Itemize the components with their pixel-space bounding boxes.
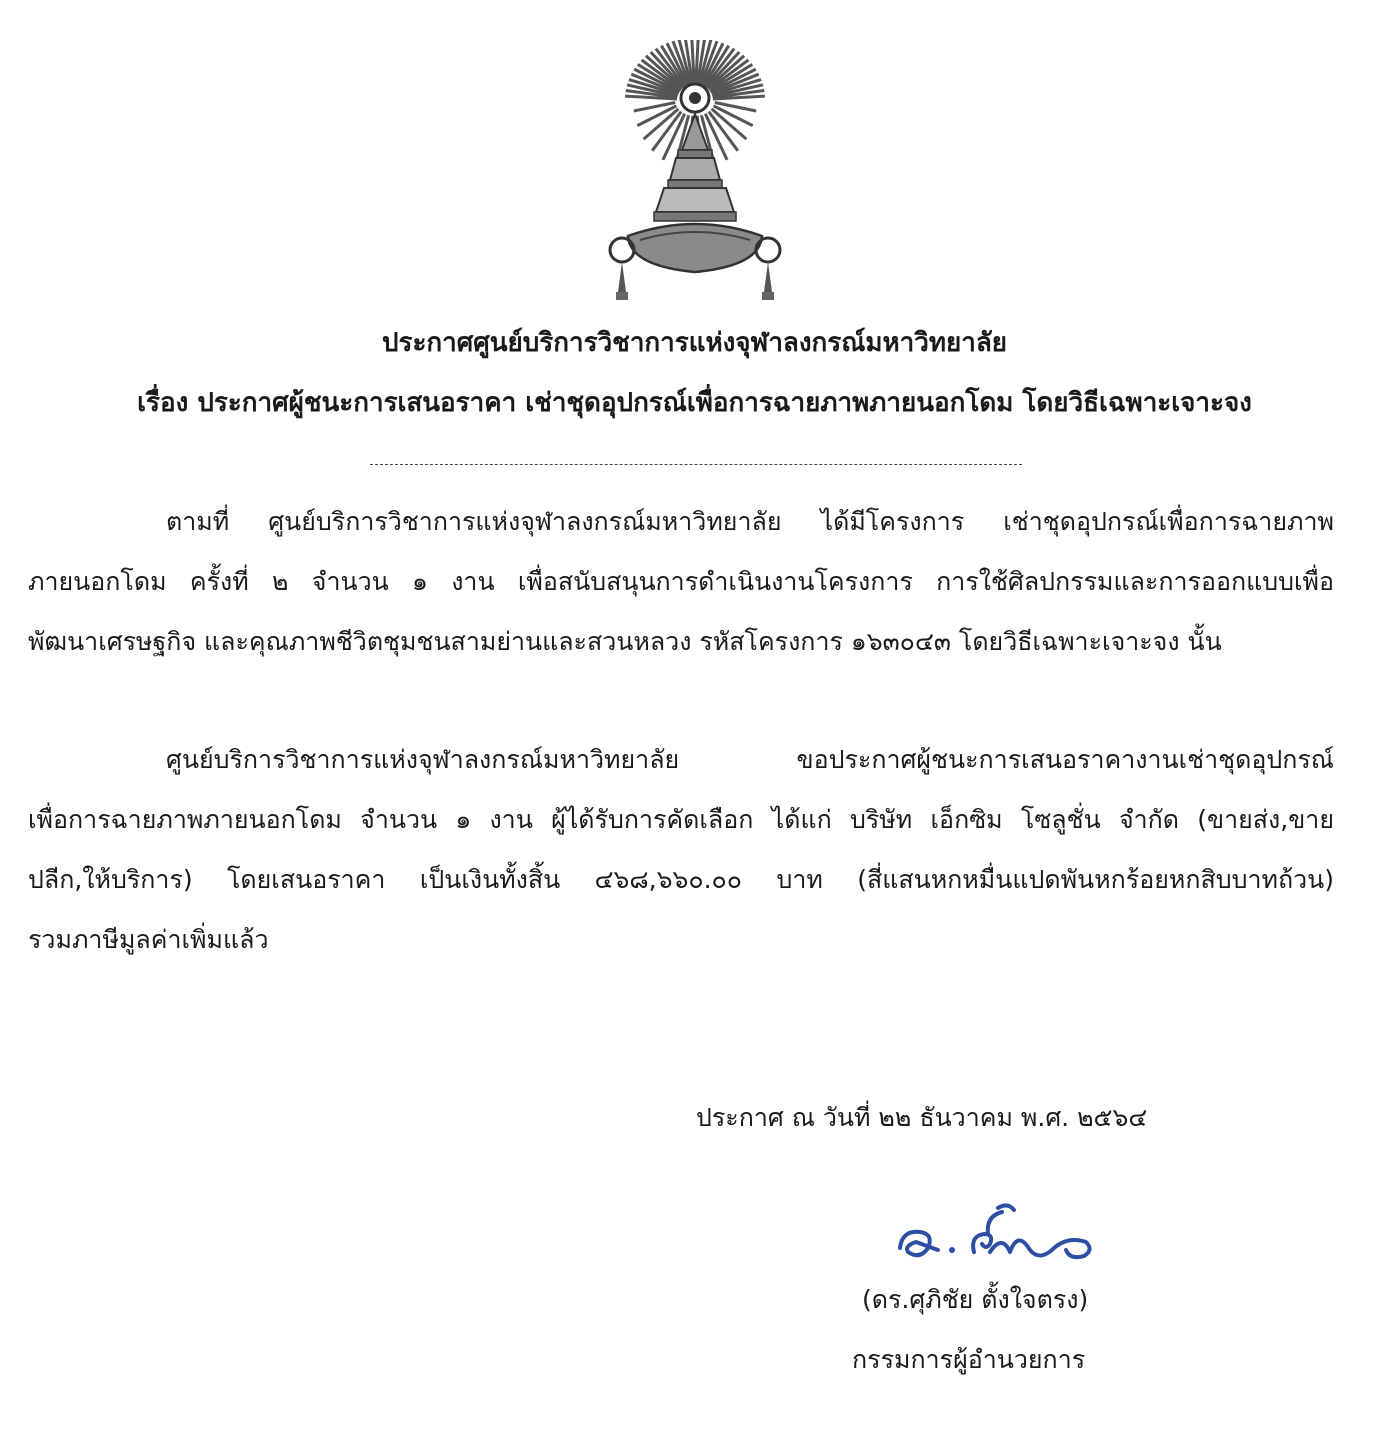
signer-name: (ดร.ศุภิชัย ตั้งใจตรง) [862, 1285, 1089, 1314]
announcement-title: ประกาศศูนย์บริการวิชาการแห่งจุฬาลงกรณ์มหาวิทยาลัย [382, 328, 1007, 358]
paragraph1-line2: ภายนอกโดม ครั้งที่ ๒ จำนวน ๑ งาน เพื่อสนับสนุนการดำเนินงานโครงการ การใช้ศิลปกรรมและการออกแบบเพื่อ [28, 567, 1334, 596]
chulalongkorn-emblem-icon [600, 40, 790, 310]
paragraph2-line3: ปลีก,ให้บริการ) โดยเสนอราคา เป็นเงินทั้งสิ้น ๔๖๘,๖๖๐.๐๐ บาท (สี่แสนหกหมื่นแปดพันหกร้อยหกสิบบาทถ้วน) [28, 865, 1334, 894]
paragraph1-line3: พัฒนาเศรษฐกิจ และคุณภาพชีวิตชุมชนสามย่านและสวนหลวง รหัสโครงการ ๑๖๓๐๔๓ โดยวิธีเฉพาะเจาะจง นั้น [28, 627, 1222, 656]
announcement-subject: เรื่อง ประกาศผู้ชนะการเสนอราคา เช่าชุดอุปกรณ์เพื่อการฉายภาพภายนอกโดม โดยวิธีเฉพาะเจาะจง [137, 388, 1252, 418]
handwritten-signature [890, 1200, 1100, 1270]
signer-title: กรรมการผู้อำนวยการ [852, 1345, 1086, 1374]
paragraph2-line2: เพื่อการฉายภาพภายนอกโดม จำนวน ๑ งาน ผู้ได้รับการคัดเลือก ได้แก่ บริษัท เอ็กซิม โซลูชั่น จำกัด (ขายส่ง,ขาย [28, 805, 1334, 834]
paragraph1-line1: ตามที่ ศูนย์บริการวิชาการแห่งจุฬาลงกรณ์มหาวิทยาลัย ได้มีโครงการ เช่าชุดอุปกรณ์เพื่อการฉายภาพ [166, 507, 1334, 536]
paragraph2-line4: รวมภาษีมูลค่าเพิ่มแล้ว [28, 925, 269, 954]
divider-line [370, 464, 1022, 465]
paragraph2-line1: ศูนย์บริการวิชาการแห่งจุฬาลงกรณ์มหาวิทยาลัย ขอประกาศผู้ชนะการเสนอราคางานเช่าชุดอุปกรณ์ [166, 745, 1334, 774]
announcement-date: ประกาศ ณ วันที่ ๒๒ ธันวาคม พ.ศ. ๒๕๖๔ [696, 1103, 1148, 1132]
